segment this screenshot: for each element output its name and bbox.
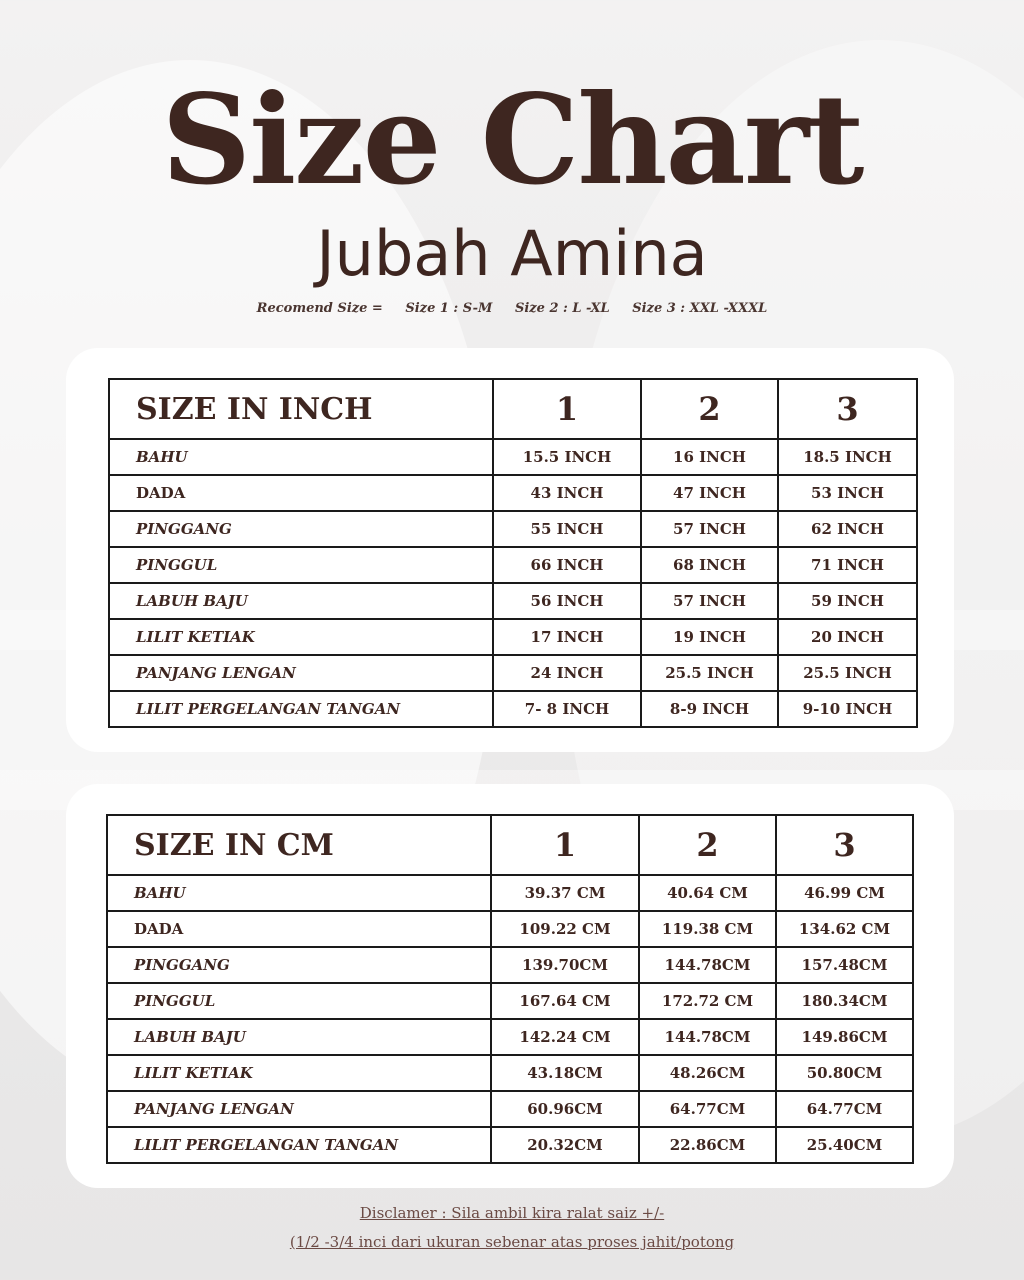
table-row	[109, 619, 917, 655]
table-cell: 157.48CM	[776, 947, 913, 983]
table-header-size-3: 3	[776, 815, 913, 875]
table-cell: 68 INCH	[641, 547, 778, 583]
table-cell: 56 INCH	[493, 583, 641, 619]
table-cell: 47 INCH	[641, 475, 778, 511]
table-cell: 64.77CM	[776, 1091, 913, 1127]
table-cell: 139.70CM	[491, 947, 639, 983]
measurement-label: PINGGANG	[107, 947, 491, 983]
table-cell: 19 INCH	[641, 619, 778, 655]
table-cell: 40.64 CM	[639, 875, 776, 911]
table-cell: 16 INCH	[641, 439, 778, 475]
disclaimer-line-1: Disclamer : Sila ambil kira ralat saiz +/-	[359, 1204, 665, 1222]
table-cell: 144.78CM	[639, 947, 776, 983]
cm-size-card	[66, 784, 954, 1188]
measurement-label: PINGGUL	[109, 547, 493, 583]
table-header-row	[107, 815, 913, 875]
table-cell: 180.34CM	[776, 983, 913, 1019]
table-row	[107, 1127, 913, 1163]
table-cell: 71 INCH	[778, 547, 917, 583]
table-cell: 20 INCH	[778, 619, 917, 655]
table-cell: 134.62 CM	[776, 911, 913, 947]
measurement-label: PINGGUL	[107, 983, 491, 1019]
table-cell: 53 INCH	[778, 475, 917, 511]
recommend-size-3: Size 3 : XXL -XXXL	[632, 301, 768, 316]
table-cell: 15.5 INCH	[493, 439, 641, 475]
table-cell: 8-9 INCH	[641, 691, 778, 727]
table-row	[107, 947, 913, 983]
table-header-label: SIZE IN INCH	[109, 379, 493, 439]
inch-size-table	[108, 378, 918, 728]
table-cell: 60.96CM	[491, 1091, 639, 1127]
table-cell: 43.18CM	[491, 1055, 639, 1091]
table-row	[109, 511, 917, 547]
table-header-size-3: 3	[778, 379, 917, 439]
table-cell: 172.72 CM	[639, 983, 776, 1019]
table-cell: 50.80CM	[776, 1055, 913, 1091]
table-row	[107, 983, 913, 1019]
table-row	[107, 1091, 913, 1127]
table-row	[109, 655, 917, 691]
recommend-size-1: Size 1 : S-M	[405, 301, 493, 316]
table-header-row	[109, 379, 917, 439]
table-cell: 24 INCH	[493, 655, 641, 691]
table-cell: 59 INCH	[778, 583, 917, 619]
table-header-label: SIZE IN CM	[107, 815, 491, 875]
table-cell: 17 INCH	[493, 619, 641, 655]
table-row	[109, 583, 917, 619]
table-cell: 62 INCH	[778, 511, 917, 547]
table-cell: 25.5 INCH	[641, 655, 778, 691]
measurement-label: DADA	[107, 911, 491, 947]
recommend-size-2: Size 2 : L -XL	[514, 301, 610, 316]
table-row	[109, 475, 917, 511]
table-cell: 144.78CM	[639, 1019, 776, 1055]
table-cell: 43 INCH	[493, 475, 641, 511]
table-header-size-1: 1	[491, 815, 639, 875]
measurement-label: LABUH BAJU	[109, 583, 493, 619]
table-row	[109, 691, 917, 727]
recommend-label: Recomend Size =	[256, 301, 383, 316]
table-cell: 9-10 INCH	[778, 691, 917, 727]
table-cell: 20.32CM	[491, 1127, 639, 1163]
table-cell: 25.40CM	[776, 1127, 913, 1163]
table-header-size-1: 1	[493, 379, 641, 439]
table-cell: 149.86CM	[776, 1019, 913, 1055]
table-row	[107, 1019, 913, 1055]
measurement-label: LILIT PERGELANGAN TANGAN	[109, 691, 493, 727]
table-cell: 22.86CM	[639, 1127, 776, 1163]
table-row	[109, 547, 917, 583]
table-cell: 25.5 INCH	[778, 655, 917, 691]
table-cell: 119.38 CM	[639, 911, 776, 947]
table-row	[107, 911, 913, 947]
product-name: Jubah Amina	[316, 217, 708, 290]
measurement-label: PANJANG LENGAN	[107, 1091, 491, 1127]
table-cell: 18.5 INCH	[778, 439, 917, 475]
measurement-label: BAHU	[109, 439, 493, 475]
table-cell: 48.26CM	[639, 1055, 776, 1091]
measurement-label: PANJANG LENGAN	[109, 655, 493, 691]
inch-size-card	[66, 348, 954, 752]
table-cell: 7- 8 INCH	[493, 691, 641, 727]
table-row	[109, 439, 917, 475]
measurement-label: LABUH BAJU	[107, 1019, 491, 1055]
table-cell: 142.24 CM	[491, 1019, 639, 1055]
measurement-label: BAHU	[107, 875, 491, 911]
measurement-label: DADA	[109, 475, 493, 511]
measurement-label: LILIT KETIAK	[109, 619, 493, 655]
cm-size-table	[106, 814, 914, 1164]
table-cell: 66 INCH	[493, 547, 641, 583]
table-cell: 46.99 CM	[776, 875, 913, 911]
table-cell: 55 INCH	[493, 511, 641, 547]
recommended-sizes	[0, 298, 1024, 320]
table-cell: 57 INCH	[641, 583, 778, 619]
table-cell: 109.22 CM	[491, 911, 639, 947]
measurement-label: LILIT KETIAK	[107, 1055, 491, 1091]
measurement-label: PINGGANG	[109, 511, 493, 547]
table-cell: 167.64 CM	[491, 983, 639, 1019]
table-cell: 57 INCH	[641, 511, 778, 547]
measurement-label: LILIT PERGELANGAN TANGAN	[107, 1127, 491, 1163]
page-title: Size Chart	[161, 68, 863, 213]
table-header-size-2: 2	[641, 379, 778, 439]
table-cell: 39.37 CM	[491, 875, 639, 911]
table-row	[107, 875, 913, 911]
disclaimer-line-2: (1/2 -3/4 inci dari ukuran sebenar atas proses jahit/potong	[289, 1233, 735, 1251]
table-row	[107, 1055, 913, 1091]
table-header-size-2: 2	[639, 815, 776, 875]
table-cell: 64.77CM	[639, 1091, 776, 1127]
